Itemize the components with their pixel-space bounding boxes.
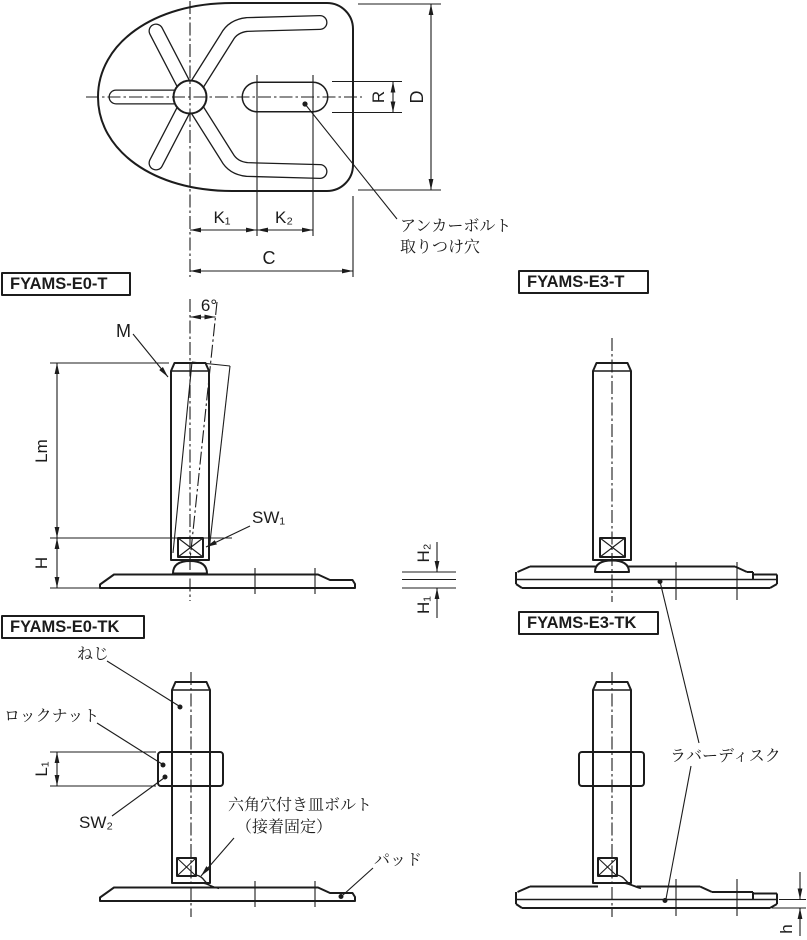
view-e0-t	[2, 273, 355, 601]
dim-k1-label: K₁	[213, 208, 231, 227]
dim-r-label: R	[369, 90, 388, 104]
dim-m	[116, 321, 168, 377]
anchor-note-line1: アンカーボルト	[400, 218, 512, 235]
locknut-note-label: ロックナット	[4, 708, 100, 725]
base-pad-e0-t	[100, 575, 355, 589]
dim-h-label: H	[32, 556, 51, 570]
dim-d-label: D	[407, 90, 427, 104]
tilt-angle-label: 6°	[200, 296, 218, 315]
dim-sw2-label: SW₂	[79, 813, 113, 832]
dim-h1-label: H₁	[414, 595, 433, 615]
dim-tilt-angle	[190, 296, 217, 317]
screw-note-label: ねじ	[77, 646, 110, 663]
locknut-note	[4, 708, 166, 768]
dim-sw1	[206, 508, 285, 547]
pad-note	[339, 852, 423, 899]
dim-k2-label: K₂	[275, 208, 293, 227]
dim-sw1-label: SW₁	[252, 508, 286, 527]
rubber-disc-note	[663, 747, 781, 903]
part-label-e3-tk: FYAMS-E3-TK	[527, 614, 637, 632]
dim-lm-label: Lm	[32, 439, 51, 463]
view-e0-tk	[2, 616, 422, 917]
flat-head-bolt-note	[201, 796, 372, 876]
part-label-e0-t: FYAMS-E0-T	[10, 275, 108, 293]
view-e3-tk	[516, 612, 806, 936]
bolt-note-line2: （接着固定）	[236, 819, 333, 836]
dim-sw2	[79, 775, 168, 833]
base-pad-e0-tk	[100, 888, 355, 902]
anchor-note-line2: 取りつけ穴	[400, 239, 481, 256]
dim-h2-label: H₂	[414, 543, 433, 563]
base-pad-e3-t	[516, 562, 777, 600]
view-e3-t	[402, 271, 777, 743]
bolt-note-line1: 六角穴付き皿ボルト	[228, 797, 373, 814]
top-view	[86, 1, 511, 277]
dim-l1-label: L₁	[32, 761, 51, 777]
part-label-e0-tk: FYAMS-E0-TK	[10, 618, 120, 636]
dim-h2-h1	[402, 542, 456, 618]
dim-k1-k2-c	[190, 208, 353, 271]
dim-m-label: M	[116, 321, 131, 341]
pad-note-label: パッド	[374, 852, 423, 869]
base-pad-e3-tk	[516, 879, 777, 916]
dim-l1	[32, 752, 156, 786]
dim-c-label: C	[262, 248, 276, 268]
part-label-e3-t: FYAMS-E3-T	[527, 273, 625, 291]
dim-h-pad-label: h	[777, 924, 796, 934]
screw-note	[77, 646, 183, 710]
rubber-disc-label: ラバーディスク	[670, 748, 781, 765]
